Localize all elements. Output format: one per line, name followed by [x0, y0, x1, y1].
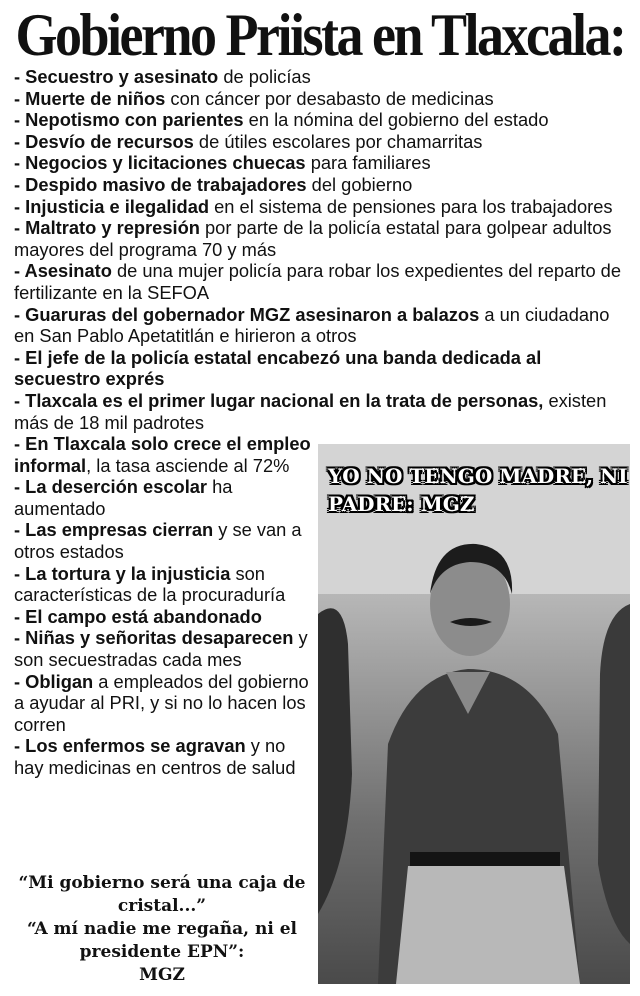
list-item [14, 260, 626, 303]
item-bold: - El jefe de la policía estatal encabezó una banda dedicada al secuestro exprés [14, 346, 542, 390]
item-text: y son secuestradas cada mes [14, 627, 308, 671]
item-bold: - La deserción escolar [14, 476, 208, 498]
page-title: Gobierno Priista en Tlaxcala: [15, 1, 625, 69]
item-bold: - El campo está abandonado [14, 605, 262, 627]
governor-photo [318, 444, 630, 984]
list-item [14, 390, 626, 433]
list-item [14, 347, 626, 390]
item-text: y no hay medicinas en centros de salud [14, 735, 296, 778]
item-bold: - Maltrato y represión [14, 217, 200, 239]
list-item [14, 476, 314, 519]
item-text: por parte de la policía estatal para golpear adultos mayores del programa 70 y más [14, 217, 612, 260]
item-text: de útiles escolares por chamarritas [193, 130, 483, 152]
quote-text: “Mi gobierno será una caja de cristal...” [18, 873, 306, 916]
list-item [14, 152, 626, 174]
item-text: a empleados del gobierno a ayudar al PRI, y si no lo hacen los corren [14, 670, 309, 735]
list-item [14, 304, 626, 347]
list-item [14, 627, 314, 670]
item-bold: - Injusticia e ilegalidad [14, 195, 210, 217]
item-text: existen más de 18 mil padrotes [14, 389, 607, 433]
item-bold: - En Tlaxcala solo crece el empleo informal [14, 433, 311, 476]
list-item [14, 735, 314, 778]
quote-text: “A mí nadie me regaña, ni el presidente EPN”: [27, 919, 297, 962]
item-text: en el sistema de pensiones para los trabajadores [209, 195, 613, 217]
item-text: de una mujer policía para robar los expedientes del reparto de fertilizante en la SEFOA [14, 260, 622, 303]
item-bold: - Despido masivo de trabajadores [14, 173, 307, 195]
item-text: , la tasa asciende al 72% [86, 454, 290, 476]
item-text: en la nómina del gobierno del estado [243, 109, 549, 131]
item-bold: - Guaruras del gobernador MGZ asesinaron a balazos [14, 303, 480, 325]
list-item [14, 131, 626, 153]
item-bold: - Obligan [14, 670, 94, 692]
list-item [14, 519, 314, 562]
item-text: para familiares [305, 152, 431, 174]
quote-block [14, 872, 310, 987]
quote-attribution: MGZ [139, 965, 185, 985]
item-bold: - Asesinato [14, 260, 112, 282]
item-text: son características de la procuraduría [14, 562, 286, 606]
item-text: a un ciudadano en San Pablo Apetatitlán e hirieron a otros [14, 303, 610, 347]
list-item [14, 606, 314, 628]
photo-illustration [318, 444, 630, 984]
photo-caption: YO NO TENGO MADRE, NI PADRE: MGZ [328, 464, 628, 516]
list-item [14, 563, 314, 606]
list-item [14, 109, 626, 131]
item-bold: - Nepotismo con parientes [14, 109, 244, 131]
item-bold: - Negocios y licitaciones chuecas [14, 152, 306, 174]
list-item [14, 174, 626, 196]
item-text: del gobierno [306, 173, 413, 195]
list-item [14, 66, 626, 88]
item-bold: - Niñas y señoritas desaparecen [14, 627, 294, 649]
list-item [14, 88, 626, 110]
item-text: de policías [218, 66, 311, 87]
item-bold: - La tortura y la injusticia [14, 562, 231, 584]
item-bold: - Los enfermos se agravan [14, 735, 246, 757]
item-bold: - Las empresas cierran [14, 519, 214, 541]
list-item [14, 196, 626, 218]
item-bold: - Secuestro y asesinato [14, 66, 219, 87]
list-item [14, 433, 314, 476]
item-bold: - Tlaxcala es el primer lugar nacional en la trata de personas, [14, 389, 544, 411]
item-text: con cáncer por desabasto de medicinas [165, 87, 494, 109]
item-text: ha aumentado [14, 476, 233, 519]
item-text: y se van a otros estados [14, 519, 302, 563]
list-item [14, 671, 314, 736]
item-bold: - Muerte de niños [14, 87, 166, 109]
list-item [14, 217, 626, 260]
item-bold: - Desvío de recursos [14, 130, 194, 152]
